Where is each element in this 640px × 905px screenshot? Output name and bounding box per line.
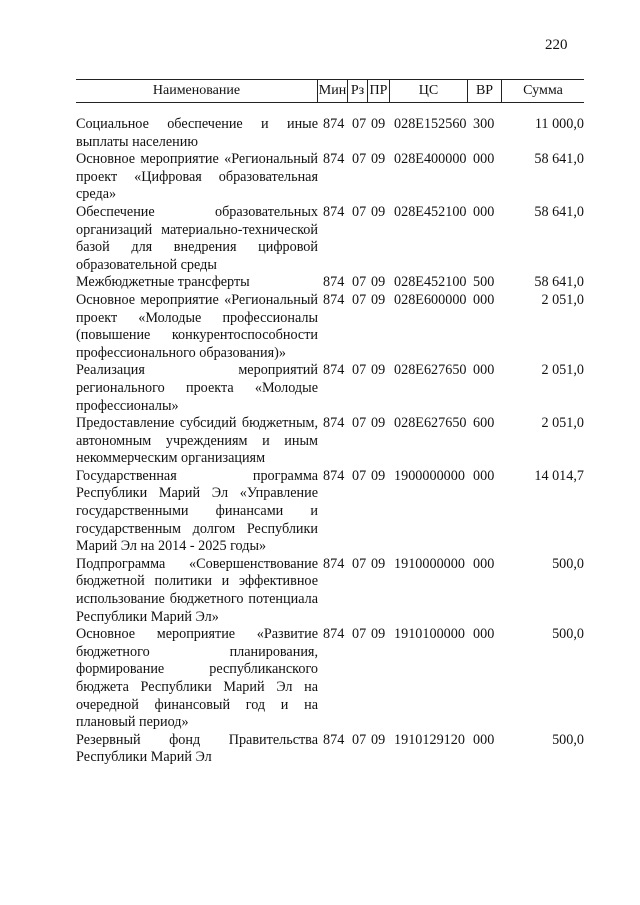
row-vr: 000 — [473, 291, 495, 308]
row-pr: 09 — [371, 731, 386, 748]
row-pr: 09 — [371, 415, 386, 432]
row-name: Реализация мероприятий регионального проекта «Молодые профессионалы» — [76, 362, 318, 414]
row-min: 874 — [323, 362, 345, 379]
row-rz: 07 — [352, 116, 367, 132]
row-pr: 09 — [371, 626, 386, 643]
row-sum: 2 051,0 — [541, 415, 584, 432]
row-name: Государственная программа Республики Марий Эл «Управление государственными финансами и государственным долгом Республики Марий Эл на 2014 - 2025 годы» — [76, 467, 318, 555]
row-rz: 07 — [352, 555, 367, 572]
row-cs: 028E600000 — [394, 291, 467, 308]
row-cs: 1900000000 — [394, 467, 465, 484]
row-min: 874 — [323, 415, 345, 432]
row-name: Социальное обеспечение и иные выплаты населению — [76, 116, 318, 150]
row-min: 874 — [323, 151, 345, 168]
row-cs: 028E627650 — [394, 415, 467, 432]
row-rz: 07 — [352, 203, 367, 220]
row-rz: 07 — [352, 274, 367, 291]
row-name: Резервный фонд Правительства Республики Марий Эл — [76, 731, 318, 766]
table-row — [76, 732, 584, 767]
row-name: Предоставление субсидий бюджетным, автономным учреждениям и иным некоммерческим организациям — [76, 415, 318, 467]
row-pr: 09 — [371, 116, 386, 132]
header-name: Наименование — [76, 80, 318, 102]
row-vr: 500 — [473, 274, 495, 291]
row-cs: 028E627650 — [394, 362, 467, 379]
row-min: 874 — [323, 626, 345, 643]
row-pr: 09 — [371, 151, 386, 168]
row-vr: 000 — [473, 203, 495, 220]
row-rz: 07 — [352, 415, 367, 432]
row-cs: 1910100000 — [394, 626, 465, 643]
table-row — [76, 292, 584, 362]
row-sum: 2 051,0 — [541, 291, 584, 308]
header-cs: ЦС — [390, 80, 468, 102]
row-vr: 000 — [473, 467, 495, 484]
table-row — [76, 556, 584, 626]
row-sum: 58 641,0 — [534, 203, 584, 220]
row-rz: 07 — [352, 731, 367, 748]
row-vr: 000 — [473, 555, 495, 572]
row-vr: 600 — [473, 415, 495, 432]
row-pr: 09 — [371, 274, 386, 291]
table-row — [76, 116, 584, 151]
row-sum: 500,0 — [552, 731, 584, 748]
row-cs: 028E400000 — [394, 151, 467, 168]
row-pr: 09 — [371, 203, 386, 220]
row-sum: 58 641,0 — [534, 274, 584, 291]
table-row — [76, 204, 584, 274]
row-cs: 028E452100 — [394, 203, 467, 220]
row-min: 874 — [323, 467, 345, 484]
row-min: 874 — [323, 116, 345, 132]
row-rz: 07 — [352, 467, 367, 484]
row-vr: 000 — [473, 151, 495, 168]
row-min: 874 — [323, 731, 345, 748]
row-name: Основное мероприятие «Региональный проект «Молодые профессионалы (повышение конкурентоспособности профессионального образования)» — [76, 291, 318, 361]
table-row — [76, 274, 584, 292]
header-pr: ПР — [368, 80, 390, 102]
row-min: 874 — [323, 555, 345, 572]
row-pr: 09 — [371, 362, 386, 379]
row-name: Основное мероприятие «Развитие бюджетного планирования, формирование республиканского бюджета Республики Марий Эл на очередной финансовый год и на плановый период» — [76, 626, 318, 731]
page-number: 220 — [545, 37, 568, 53]
table-row — [76, 468, 584, 556]
row-pr: 09 — [371, 291, 386, 308]
table-row — [76, 626, 584, 732]
table-header — [76, 79, 584, 103]
row-cs: 1910000000 — [394, 555, 465, 572]
row-rz: 07 — [352, 291, 367, 308]
table-row — [76, 151, 584, 204]
row-vr: 000 — [473, 362, 495, 379]
row-rz: 07 — [352, 626, 367, 643]
row-sum: 11 000,0 — [534, 116, 584, 132]
header-sum: Сумма — [523, 83, 563, 98]
row-min: 874 — [323, 274, 345, 291]
row-sum: 2 051,0 — [541, 362, 584, 379]
row-rz: 07 — [352, 362, 367, 379]
row-name: Межбюджетные трансферты — [76, 274, 250, 291]
header-vr: ВР — [468, 80, 502, 102]
row-min: 874 — [323, 203, 345, 220]
row-cs: 028E152560 — [394, 116, 467, 132]
row-pr: 09 — [371, 467, 386, 484]
table-row — [76, 362, 584, 415]
row-cs: 1910129120 — [394, 731, 465, 748]
row-min: 874 — [323, 291, 345, 308]
row-sum: 500,0 — [552, 555, 584, 572]
row-pr: 09 — [371, 555, 386, 572]
row-sum: 58 641,0 — [534, 151, 584, 168]
header-rz: Рз — [348, 80, 368, 102]
row-cs: 028E452100 — [394, 274, 467, 291]
row-vr: 000 — [473, 626, 495, 643]
table-row — [76, 415, 584, 468]
row-name: Обеспечение образовательных организаций материально-технической базой для внедрения цифровой образовательной среды — [76, 203, 318, 273]
row-sum: 500,0 — [552, 626, 584, 643]
row-vr: 000 — [473, 731, 495, 748]
row-rz: 07 — [352, 151, 367, 168]
header-min: Мин — [318, 80, 348, 102]
row-name: Подпрограмма «Совершенствование бюджетной политики и эффективное использование бюджетного потенциала Республики Марий Эл» — [76, 555, 318, 625]
row-vr: 300 — [473, 116, 495, 132]
row-sum: 14 014,7 — [534, 467, 584, 484]
table-body — [76, 116, 584, 767]
row-name: Основное мероприятие «Региональный проект «Цифровая образовательная среда» — [76, 151, 318, 203]
